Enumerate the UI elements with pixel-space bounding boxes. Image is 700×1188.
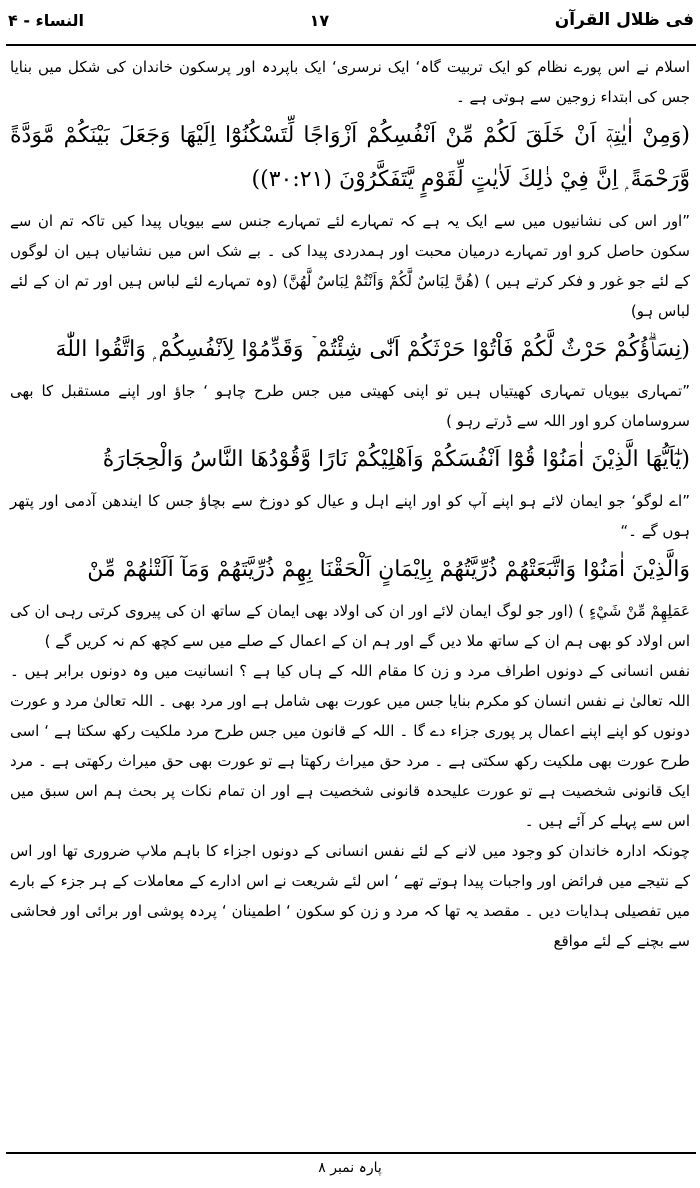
footer-divider bbox=[6, 1152, 696, 1154]
page-number: ۱۷ bbox=[309, 10, 330, 30]
quran-verse: (وَمِنْ اٰيٰتِهٖٓ اَنْ خَلَقَ لَكُمْ مِّنْ اَنْفُسِكُمْ اَزْوَاجًا لِّتَسْكُنُوْٓا اِلَيْهَا وَجَعَلَ بَيْنَكُمْ مَّوَدَّةً وَّرَحْمَةً ۭ اِنَّ فِيْ ذٰلِكَ لَاٰيٰتٍ لِّقَوْمٍ يَّتَفَكَّرُوْنَ (۳۰:۲۱)) bbox=[10, 123, 690, 192]
quran-verse: وَالَّذِيْنَ اٰمَنُوْا وَاتَّبَعَتْهُمْ ذُرِّيَّتُهُمْ بِاِيْمَانٍ اَلْحَقْنَا بِهِمْ ذُرِّيَّتَهُمْ وَمَآ اَلَتْنٰهُمْ مِّنْ bbox=[87, 557, 690, 582]
translation-paragraph: ”تمہاری بیویاں تمہاری کھیتیاں ہیں تو اپنی کھیتی میں جس طرح چاہو ‘ جاؤ اور اپنے مستقبل کا بھی سروسامان کرو اور اللہ سے ڈرتے رہو ) bbox=[10, 382, 690, 430]
paragraph: نفس انسانی کے دونوں اطراف مرد و زن کا مقام اللہ کے ہاں کیا ہے ؟ انسانیت میں وہ دونوں برابر ہیں ۔ اللہ تعالیٰ نے نفس انسان کو مکرم بنایا جس میں عورت بھی شامل ہے اور مرد بھی ۔ اللہ تعالیٰ مرد و عورت دونوں کو اپنے اپنے اعمال پر پوری جزاء دے گا ۔ اللہ کے قانون میں جس طرح مرد ملکیت رکھ سکتا ہے ‘ اسی طرح عورت بھی ملکیت رکھ سکتی ہے ۔ مرد حق میراث رکھتا ہے تو عورت بھی حق میراث رکھتی ہے ۔ مرد ایک قانونی شخصیت ہے تو عورت علیحدہ قانونی شخصیت ہے اور ان تمام نکات پر بحث ہم اس سبق میں اس سے پہلے کر آئے ہیں ۔ bbox=[10, 662, 690, 830]
paragraph: چونکہ ادارہ خاندان کو وجود میں لانے کے لئے نفس انسانی کے دونوں اجزاء کا باہم ملاپ ضروری تھا اور اس کے نتیجے میں فرائض اور واجبات پیدا ہوتے تھے ‘ اس لئے شریعت نے اس ادارے کے معاملات کے ہر جزء کے بارے میں تفصیلی ہدایات دیں ۔ مقصد یہ تھا کہ مرد و زن کو سکون ‘ اطمینان ‘ پردہ پوشی اور برائی اور فحاشی سے بچنے کے لئے مواقع bbox=[10, 842, 690, 950]
translation-paragraph: ”اور اس کی نشانیوں میں سے ایک یہ ہے کہ تمہارے لئے تمہارے جنس سے بیویاں پیدا کیں تاکہ تم ان سے سکون حاصل کرو اور تمہارے درمیان محبت اور ہمدردی پیدا کی ۔ بے شک اس میں نشانیاں ہیں ان لوگوں کے لئے جو غور و فکر کرتے ہیں ) (هُنَّ لِبَاسٌ لَّكُمْ وَاَنْتُمْ لِبَاسٌ لَّهُنَّ) (وہ تمہارے لئے لباس ہیں اور تم ان کے لئے لباس ہو) bbox=[10, 212, 690, 320]
book-title: فی ظلال القرآن bbox=[554, 10, 694, 30]
header-divider bbox=[6, 44, 696, 46]
page-footer: پارہ نمبر ۸ bbox=[318, 1160, 382, 1176]
quran-verse: (نِسَاۗؤُكُمْ حَرْثٌ لَّكُمْ فَاْتُوْا حَرْثَكُمْ اَنّٰى شِئْتُمْ ۡ وَقَدِّمُوْا لِاَنْفُسِكُمْ ۭ وَاتَّقُوا اللّٰهَ bbox=[55, 337, 690, 362]
quran-verse: (يٰٓاَيُّهَا الَّذِيْنَ اٰمَنُوْا قُوْٓا اَنْفُسَكُمْ وَاَهْلِيْكُمْ نَارًا وَّقُوْدُهَا النَّاسُ وَالْحِجَارَةُ bbox=[102, 447, 690, 472]
page-header bbox=[8, 0, 694, 40]
translation-paragraph: عَمَلِهِمْ مِّنْ شَيْءٍ ) (اور جو لوگ ایمان لائے اور ان کی اولاد بھی ایمان کے ساتھ ان کی پیروی کرتی رہی ان کی اس اولاد کو بھی ہم ان کے ساتھ ملا دیں گے اور ہم ان کے اعمال کے صلے میں سے کچھ کم نہ کریں گے ) bbox=[10, 602, 690, 650]
page-body bbox=[10, 52, 690, 956]
translation-paragraph: ”اے لوگو‘ جو ایمان لائے ہو اپنے آپ کو اور اپنے اہل و عیال کو دوزخ سے بچاؤ جس کا ایندھن آدمی اور پتھر ہوں گے ۔“ bbox=[10, 492, 690, 540]
surah-label: النساء - ۴ bbox=[8, 10, 85, 30]
paragraph: اسلام نے اس پورے نظام کو ایک تربیت گاہ‘ ایک نرسری‘ ایک باپردہ اور پرسکون خاندان کی شکل میں بنایا جس کی ابتداء زوجین سے ہوتی ہے ۔ bbox=[10, 58, 690, 106]
